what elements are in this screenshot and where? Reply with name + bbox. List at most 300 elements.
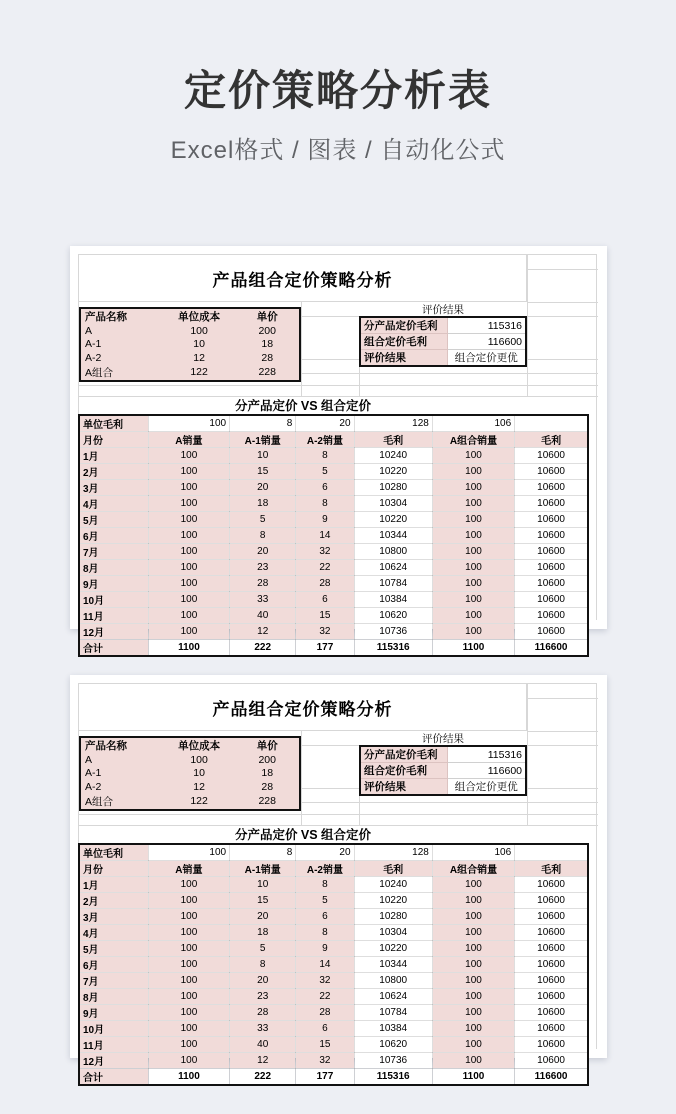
table-cell: 100 <box>148 448 229 464</box>
column-header: 毛利 <box>515 861 588 877</box>
gridline <box>301 302 302 396</box>
table-cell: 分产品定价毛利 <box>360 746 447 763</box>
column-header: A-1销量 <box>230 861 296 877</box>
table-cell: 20 <box>230 909 296 925</box>
table-cell: 10800 <box>354 973 432 989</box>
table-cell: 10384 <box>354 592 432 608</box>
table-cell: 100 <box>432 592 514 608</box>
table-cell: 100 <box>148 415 229 432</box>
table-cell: 115316 <box>447 746 526 763</box>
table-cell: 8 <box>230 957 296 973</box>
table-cell: 200 <box>235 753 300 767</box>
table-cell: 122 <box>163 365 236 381</box>
table-cell: 100 <box>432 544 514 560</box>
gridline <box>527 684 528 825</box>
evaluation-row <box>360 334 526 350</box>
table-cell: 7月 <box>79 973 148 989</box>
table-cell: 100 <box>163 324 236 338</box>
evaluation-row <box>360 763 526 779</box>
table-header-row <box>80 737 300 753</box>
table-cell: 10600 <box>515 925 588 941</box>
table-cell: 100 <box>432 909 514 925</box>
table-cell: 4月 <box>79 496 148 512</box>
table-cell: 10624 <box>354 989 432 1005</box>
table-cell: A-2 <box>80 780 163 794</box>
product-row <box>80 767 300 781</box>
month-row <box>79 448 588 464</box>
table-cell: 10220 <box>354 464 432 480</box>
month-row <box>79 512 588 528</box>
table-cell: 100 <box>432 1053 514 1069</box>
table-cell: 100 <box>148 1005 229 1021</box>
comparison-table <box>78 414 589 657</box>
column-header: 单价 <box>235 308 300 324</box>
evaluation-row <box>360 779 526 796</box>
table-cell: 6 <box>296 592 354 608</box>
month-row <box>79 608 588 624</box>
table-cell: 100 <box>432 1005 514 1021</box>
table-cell: 10600 <box>515 1037 588 1053</box>
spreadsheet-preview <box>78 683 597 1084</box>
table-cell: 100 <box>148 893 229 909</box>
table-cell: 100 <box>148 973 229 989</box>
table-cell: 10月 <box>79 592 148 608</box>
gridline <box>79 385 598 386</box>
gridline <box>301 731 302 825</box>
table-cell: 28 <box>235 780 300 794</box>
table-cell: 100 <box>148 1021 229 1037</box>
table-cell: 6月 <box>79 957 148 973</box>
table-cell: 12 <box>163 351 236 365</box>
table-cell: 8 <box>296 448 354 464</box>
column-header: A组合销量 <box>432 861 514 877</box>
gridline <box>527 698 598 699</box>
table-cell: 10600 <box>515 989 588 1005</box>
table-cell: 9月 <box>79 1005 148 1021</box>
table-cell: 100 <box>148 989 229 1005</box>
table-cell: 100 <box>148 576 229 592</box>
month-row <box>79 989 588 1005</box>
month-row <box>79 464 588 480</box>
row-label: 单位毛利 <box>79 844 148 861</box>
table-cell: 100 <box>432 608 514 624</box>
table-cell: 106 <box>432 844 514 861</box>
table-cell <box>515 415 588 432</box>
table-cell: 32 <box>296 1053 354 1069</box>
table-cell: 10220 <box>354 512 432 528</box>
evaluation-row <box>360 317 526 334</box>
table-cell: 20 <box>296 844 354 861</box>
month-row <box>79 560 588 576</box>
table-cell: 14 <box>296 528 354 544</box>
table-cell: 10600 <box>515 448 588 464</box>
table-cell: 23 <box>230 560 296 576</box>
month-row <box>79 925 588 941</box>
table-cell: 8 <box>296 877 354 893</box>
table-cell: 评价结果 <box>360 779 447 796</box>
month-row <box>79 973 588 989</box>
column-header: A-2销量 <box>296 432 354 448</box>
comparison-section-title: 分产品定价 VS 组合定价 <box>234 828 372 842</box>
month-row <box>79 877 588 893</box>
table-cell: A组合 <box>80 794 163 810</box>
month-row <box>79 528 588 544</box>
table-cell: 28 <box>230 1005 296 1021</box>
table-cell: 15 <box>230 464 296 480</box>
evaluation-row <box>360 350 526 367</box>
table-cell: 128 <box>354 415 432 432</box>
evaluation-row <box>360 746 526 763</box>
row-label: 合计 <box>79 1069 148 1086</box>
page-header <box>0 58 676 165</box>
table-cell: 22 <box>296 989 354 1005</box>
row-label: 单位毛利 <box>79 415 148 432</box>
table-cell: 10384 <box>354 1021 432 1037</box>
evaluation-table <box>359 316 527 367</box>
table-cell: 2月 <box>79 464 148 480</box>
table-cell: 5 <box>296 893 354 909</box>
table-cell: 10240 <box>354 877 432 893</box>
page-title: 定价策略分析表 <box>183 67 492 114</box>
sheet-title: 产品组合定价策略分析 <box>79 255 527 302</box>
column-header: 产品名称 <box>80 737 163 753</box>
table-cell: 9 <box>296 941 354 957</box>
table-cell: 18 <box>230 496 296 512</box>
table-cell: 116600 <box>447 334 526 350</box>
table-cell: 3月 <box>79 909 148 925</box>
table-cell: 20 <box>230 480 296 496</box>
table-cell: 5 <box>230 512 296 528</box>
month-row <box>79 957 588 973</box>
table-cell: 40 <box>230 608 296 624</box>
table-cell: 100 <box>432 448 514 464</box>
product-price-table <box>79 736 301 811</box>
table-cell: 200 <box>235 324 300 338</box>
table-cell: 116600 <box>515 640 588 657</box>
table-cell: 100 <box>432 893 514 909</box>
table-cell: 10600 <box>515 893 588 909</box>
table-cell: 100 <box>148 496 229 512</box>
table-cell: 10620 <box>354 608 432 624</box>
table-cell: 12月 <box>79 1053 148 1069</box>
table-cell: 100 <box>148 528 229 544</box>
month-row <box>79 544 588 560</box>
table-cell: 10600 <box>515 480 588 496</box>
table-cell: 33 <box>230 592 296 608</box>
gridline <box>527 302 598 303</box>
table-cell: 10600 <box>515 1021 588 1037</box>
table-cell: 228 <box>235 365 300 381</box>
table-cell: 10800 <box>354 544 432 560</box>
table-cell: 10600 <box>515 560 588 576</box>
table-cell: 组合定价毛利 <box>360 763 447 779</box>
table-cell: 100 <box>432 624 514 640</box>
table-cell: 100 <box>148 925 229 941</box>
table-cell: 评价结果 <box>360 350 447 367</box>
table-cell: 10600 <box>515 576 588 592</box>
table-cell: 100 <box>148 480 229 496</box>
month-row <box>79 576 588 592</box>
product-row <box>80 365 300 381</box>
table-cell: 8 <box>230 415 296 432</box>
table-cell: 100 <box>148 957 229 973</box>
evaluation-header: 评价结果 <box>359 731 527 745</box>
month-row <box>79 592 588 608</box>
table-cell: 15 <box>230 893 296 909</box>
table-cell: 100 <box>432 528 514 544</box>
table-cell: 18 <box>230 925 296 941</box>
table-cell: 6 <box>296 909 354 925</box>
gridline <box>301 802 598 803</box>
table-cell: 11月 <box>79 1037 148 1053</box>
month-row <box>79 480 588 496</box>
unit-margin-row <box>79 844 588 861</box>
table-cell: 1100 <box>148 640 229 657</box>
table-cell: 100 <box>432 925 514 941</box>
table-cell: 10280 <box>354 480 432 496</box>
table-cell: 32 <box>296 544 354 560</box>
table-cell: 10736 <box>354 1053 432 1069</box>
table-cell: 4月 <box>79 925 148 941</box>
table-cell: 10220 <box>354 893 432 909</box>
table-cell: 100 <box>432 941 514 957</box>
table-cell: 18 <box>235 767 300 781</box>
table-cell: 1月 <box>79 448 148 464</box>
table-cell: 40 <box>230 1037 296 1053</box>
table-cell: 10624 <box>354 560 432 576</box>
table-cell: 100 <box>432 560 514 576</box>
table-cell: 100 <box>432 1021 514 1037</box>
table-cell: 10600 <box>515 608 588 624</box>
table-cell: 10280 <box>354 909 432 925</box>
column-header: 月份 <box>79 861 148 877</box>
table-cell: 100 <box>432 464 514 480</box>
table-header-row <box>79 432 588 448</box>
table-cell: 12 <box>163 780 236 794</box>
gridline <box>301 373 598 374</box>
month-row <box>79 1053 588 1069</box>
table-cell: 100 <box>432 973 514 989</box>
table-cell: 28 <box>296 576 354 592</box>
spreadsheet-card-1 <box>70 246 607 655</box>
table-cell: 128 <box>354 844 432 861</box>
table-cell: 100 <box>148 1053 229 1069</box>
total-row <box>79 640 588 657</box>
table-cell: 2月 <box>79 893 148 909</box>
table-cell: 10600 <box>515 624 588 640</box>
table-cell: 8月 <box>79 989 148 1005</box>
month-row <box>79 941 588 957</box>
product-row <box>80 753 300 767</box>
table-cell: 8 <box>230 844 296 861</box>
table-cell: 9月 <box>79 576 148 592</box>
comparison-table <box>78 843 589 1086</box>
table-cell: 106 <box>432 415 514 432</box>
table-cell: 100 <box>432 496 514 512</box>
table-cell: 9 <box>296 512 354 528</box>
table-cell: 7月 <box>79 544 148 560</box>
table-cell: 116600 <box>447 763 526 779</box>
table-cell: 5月 <box>79 512 148 528</box>
table-cell: 10620 <box>354 1037 432 1053</box>
table-cell: 100 <box>148 608 229 624</box>
table-cell: 10600 <box>515 1053 588 1069</box>
table-cell: 20 <box>230 973 296 989</box>
table-cell <box>515 844 588 861</box>
table-cell: A <box>80 324 163 338</box>
table-cell: 10600 <box>515 496 588 512</box>
table-cell: 228 <box>235 794 300 810</box>
table-cell: 22 <box>296 560 354 576</box>
table-cell: 10 <box>163 767 236 781</box>
sheet-title: 产品组合定价策略分析 <box>79 684 527 731</box>
table-cell: 20 <box>230 544 296 560</box>
column-header: 单位成本 <box>163 737 236 753</box>
table-cell: 32 <box>296 624 354 640</box>
gridline <box>79 814 598 815</box>
table-cell: 15 <box>296 608 354 624</box>
table-cell: 100 <box>148 544 229 560</box>
table-cell: 100 <box>148 909 229 925</box>
table-cell: 10600 <box>515 941 588 957</box>
column-header: 毛利 <box>515 432 588 448</box>
table-cell: 222 <box>230 640 296 657</box>
table-cell: 10月 <box>79 1021 148 1037</box>
table-cell: 10600 <box>515 909 588 925</box>
table-cell: 100 <box>148 464 229 480</box>
table-cell: 116600 <box>515 1069 588 1086</box>
table-cell: 6 <box>296 1021 354 1037</box>
table-cell: 8 <box>230 528 296 544</box>
table-cell: 100 <box>432 576 514 592</box>
spreadsheet-preview <box>78 254 597 655</box>
table-cell: 6月 <box>79 528 148 544</box>
table-cell: A组合 <box>80 365 163 381</box>
table-cell: 100 <box>432 877 514 893</box>
table-cell: 12 <box>230 624 296 640</box>
table-cell: A <box>80 753 163 767</box>
table-cell: 10784 <box>354 576 432 592</box>
table-cell: 100 <box>148 560 229 576</box>
table-cell: 10220 <box>354 941 432 957</box>
table-cell: 115316 <box>447 317 526 334</box>
gridline <box>527 255 528 396</box>
table-cell: 1100 <box>148 1069 229 1086</box>
table-cell: 5 <box>296 464 354 480</box>
table-cell: 10344 <box>354 528 432 544</box>
table-cell: 10240 <box>354 448 432 464</box>
table-cell: 10 <box>230 448 296 464</box>
product-price-table <box>79 307 301 382</box>
table-header-row <box>79 861 588 877</box>
table-cell: 100 <box>432 480 514 496</box>
table-cell: 组合定价毛利 <box>360 334 447 350</box>
product-row <box>80 780 300 794</box>
table-cell: 10304 <box>354 496 432 512</box>
column-header: 毛利 <box>354 432 432 448</box>
month-row <box>79 1005 588 1021</box>
table-cell: 28 <box>230 576 296 592</box>
table-cell: 115316 <box>354 1069 432 1086</box>
table-cell: 10344 <box>354 957 432 973</box>
month-row <box>79 624 588 640</box>
column-header: 产品名称 <box>80 308 163 324</box>
table-cell: 组合定价更优 <box>447 779 526 796</box>
table-cell: 222 <box>230 1069 296 1086</box>
table-cell: A-1 <box>80 767 163 781</box>
table-cell: 11月 <box>79 608 148 624</box>
table-cell: 14 <box>296 957 354 973</box>
table-cell: 100 <box>148 592 229 608</box>
table-cell: 3月 <box>79 480 148 496</box>
column-header: 单价 <box>235 737 300 753</box>
table-cell: 100 <box>148 624 229 640</box>
table-cell: 122 <box>163 794 236 810</box>
table-cell: 分产品定价毛利 <box>360 317 447 334</box>
table-cell: 12月 <box>79 624 148 640</box>
column-header: A销量 <box>148 432 229 448</box>
table-cell: 20 <box>296 415 354 432</box>
table-cell: 10600 <box>515 592 588 608</box>
table-cell: 8 <box>296 496 354 512</box>
table-cell: 100 <box>432 512 514 528</box>
month-row <box>79 1037 588 1053</box>
table-cell: 组合定价更优 <box>447 350 526 367</box>
table-cell: 15 <box>296 1037 354 1053</box>
table-cell: 10 <box>230 877 296 893</box>
table-cell: 8 <box>296 925 354 941</box>
month-row <box>79 909 588 925</box>
table-cell: A-2 <box>80 351 163 365</box>
table-cell: 10784 <box>354 1005 432 1021</box>
column-header: 单位成本 <box>163 308 236 324</box>
table-cell: 5月 <box>79 941 148 957</box>
total-row <box>79 1069 588 1086</box>
page-subtitle: Excel格式 / 图表 / 自动化公式 <box>170 137 506 164</box>
table-header-row <box>80 308 300 324</box>
table-cell: 100 <box>148 877 229 893</box>
product-row <box>80 324 300 338</box>
table-cell: A-1 <box>80 338 163 352</box>
table-cell: 33 <box>230 1021 296 1037</box>
column-header: A组合销量 <box>432 432 514 448</box>
table-cell: 23 <box>230 989 296 1005</box>
table-cell: 1100 <box>432 640 514 657</box>
table-cell: 100 <box>163 753 236 767</box>
gridline <box>527 731 598 732</box>
comparison-section-title: 分产品定价 VS 组合定价 <box>234 399 372 413</box>
table-cell: 1100 <box>432 1069 514 1086</box>
gridline <box>527 269 598 270</box>
table-cell: 10600 <box>515 544 588 560</box>
column-header: A销量 <box>148 861 229 877</box>
product-row <box>80 338 300 352</box>
table-cell: 10600 <box>515 528 588 544</box>
table-cell: 100 <box>148 844 229 861</box>
table-cell: 100 <box>432 957 514 973</box>
table-cell: 100 <box>432 989 514 1005</box>
table-cell: 5 <box>230 941 296 957</box>
column-header: A-1销量 <box>230 432 296 448</box>
month-row <box>79 496 588 512</box>
table-cell: 100 <box>148 512 229 528</box>
table-cell: 8月 <box>79 560 148 576</box>
table-cell: 12 <box>230 1053 296 1069</box>
table-cell: 10600 <box>515 1005 588 1021</box>
evaluation-header: 评价结果 <box>359 302 527 316</box>
month-row <box>79 893 588 909</box>
table-cell: 10736 <box>354 624 432 640</box>
